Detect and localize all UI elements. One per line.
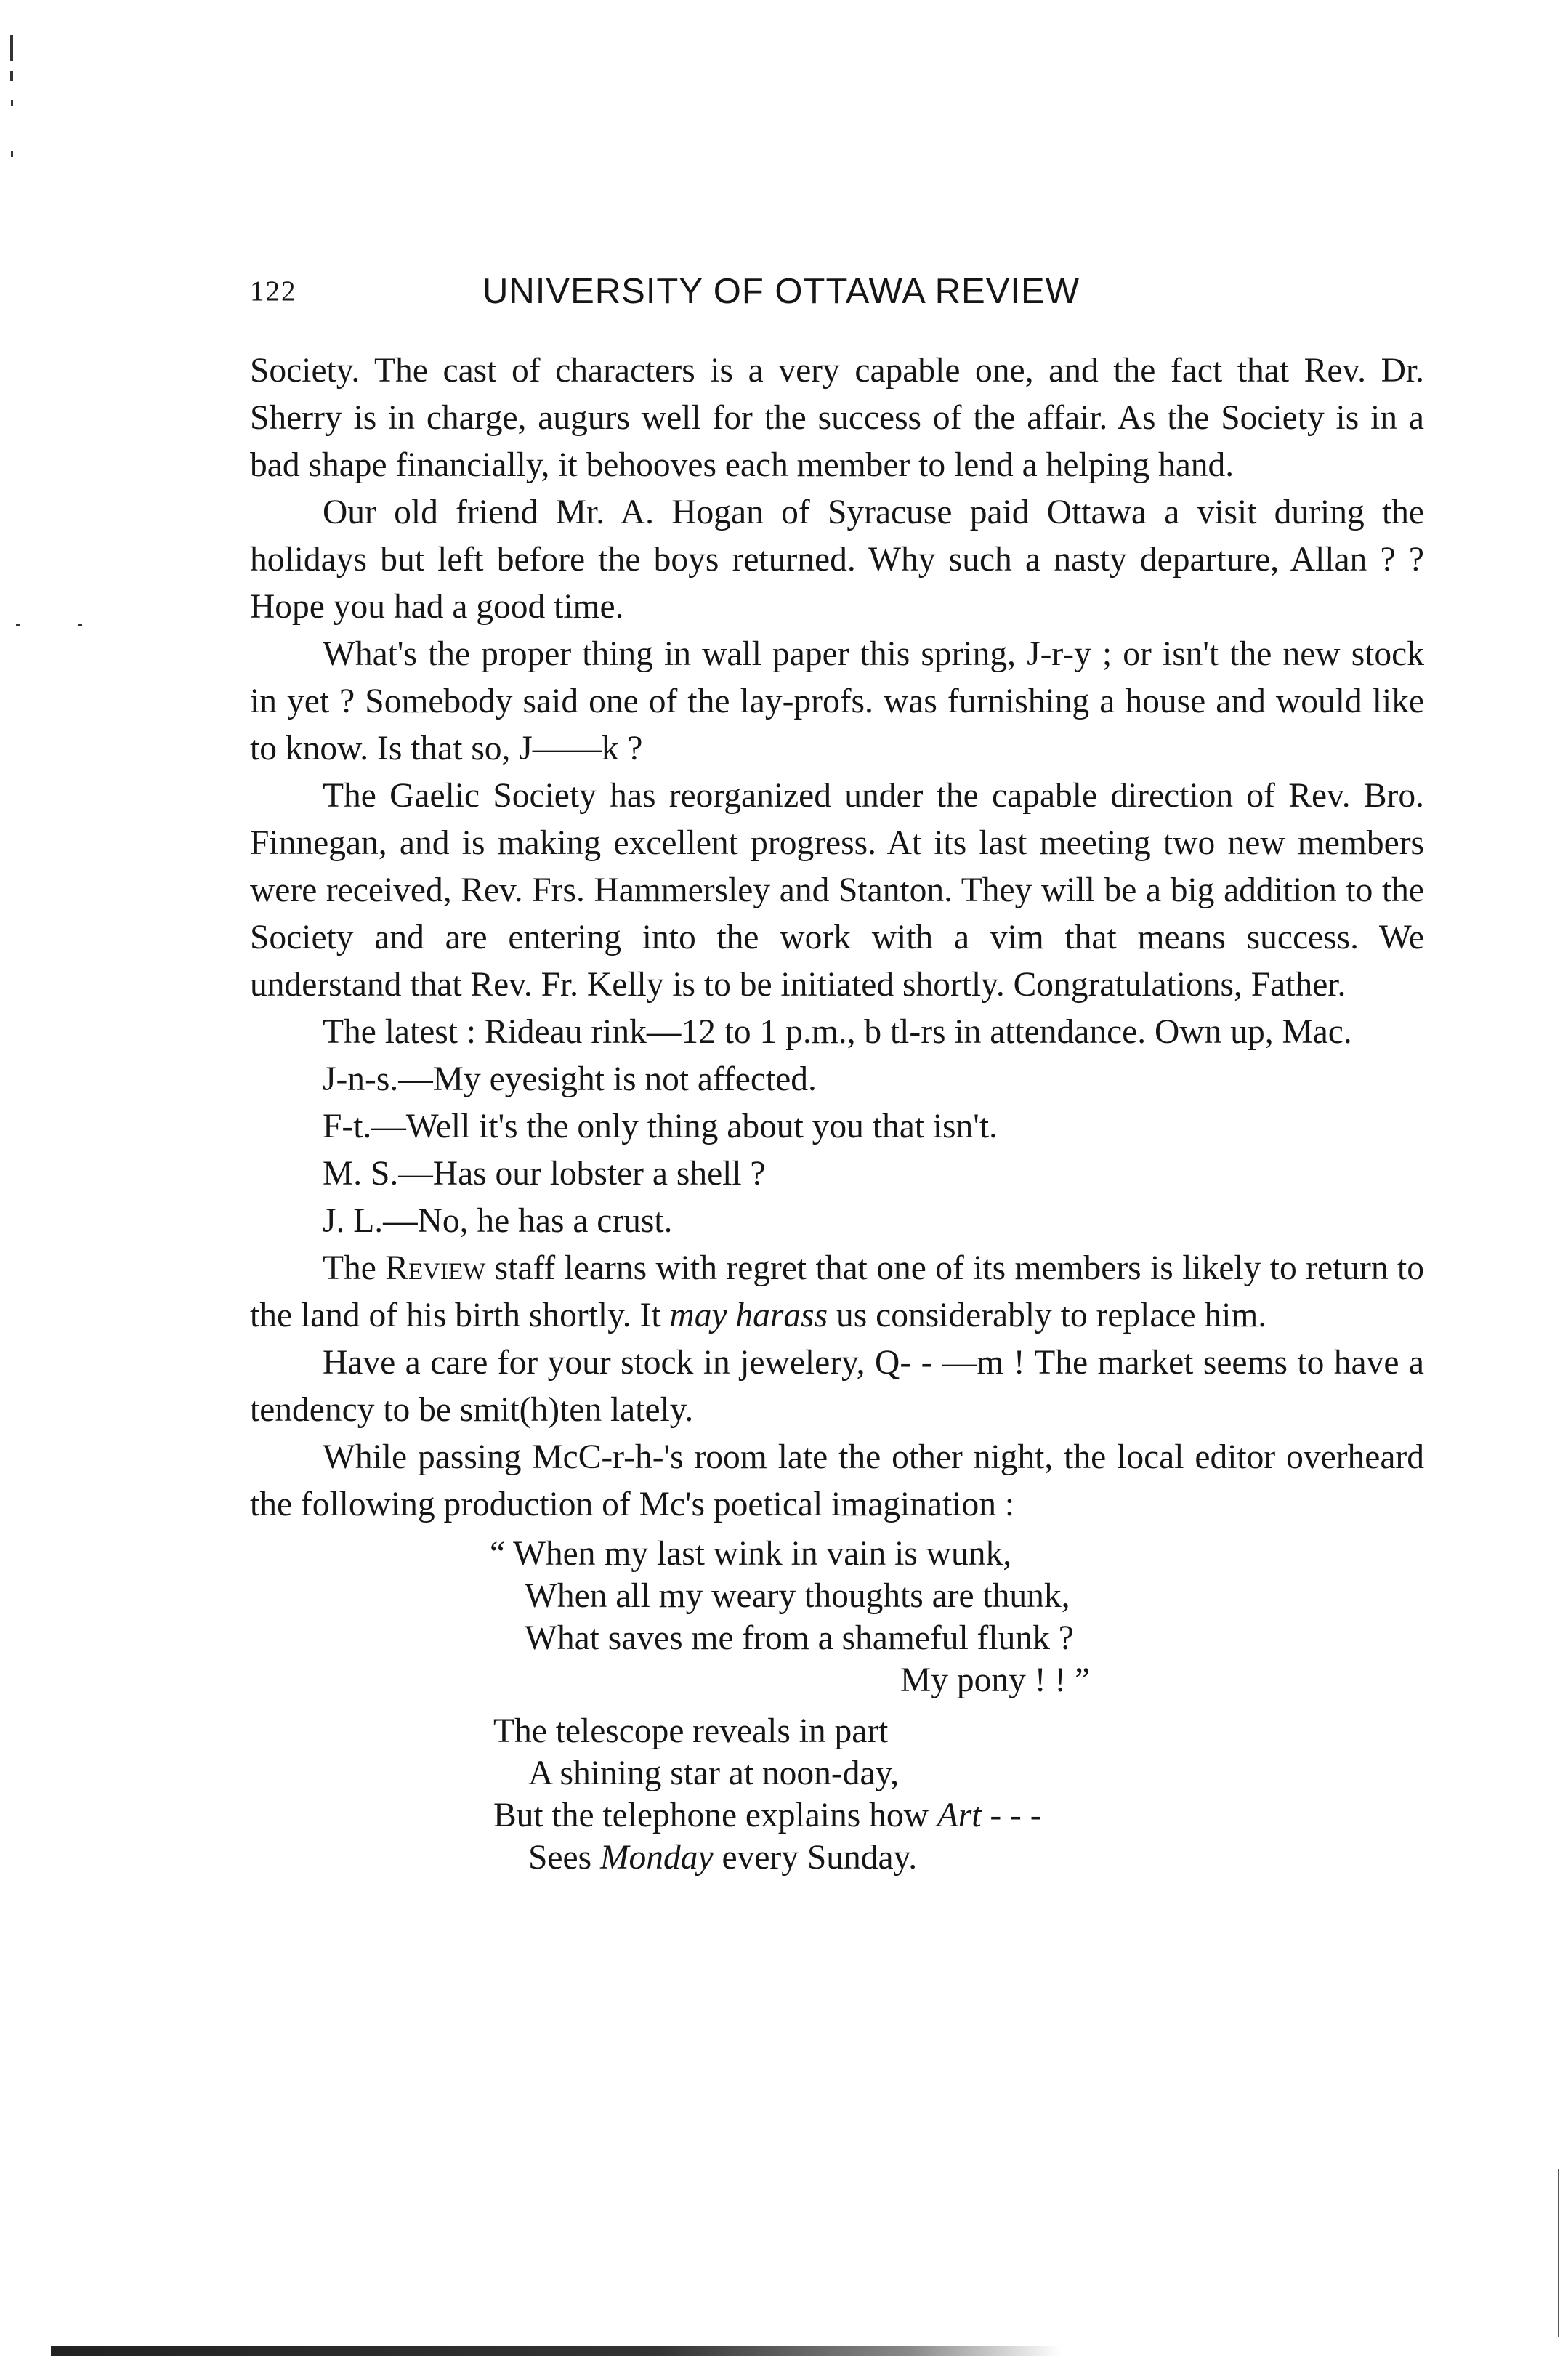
text-run: The	[323, 1249, 386, 1287]
scan-edge-mark	[1558, 2169, 1559, 2337]
text-run: Sees	[528, 1839, 600, 1877]
page-number: 122	[250, 275, 297, 307]
poem-telescope	[493, 1710, 1424, 1879]
paragraph-jewelery: Have a care for your stock in jewelery, Q- - —m ! The market seems to have a tendency to be smit(h)ten lately.	[250, 1344, 1424, 1429]
page-header	[250, 266, 1424, 317]
paragraph-review-staff	[250, 1245, 1424, 1339]
poem-line: My pony ! ! ”	[900, 1661, 1091, 1699]
scan-edge-mark	[16, 624, 20, 626]
italic-word: Monday	[599, 1839, 714, 1877]
text-run: us considerably to replace him.	[828, 1297, 1267, 1334]
poem-line: When all my weary thoughts are thunk,	[525, 1577, 1070, 1615]
poem-pony	[490, 1533, 1424, 1701]
poem-line: “ When my last wink in vain is wunk,	[490, 1535, 1012, 1573]
paragraph-hogan-visit: Our old friend Mr. A. Hogan of Syracuse paid Ottawa a visit during the holidays but left before the boys returned. Why such a nasty departure, Allan ? ? Hope you had a good time.	[250, 493, 1424, 626]
scan-edge-mark	[11, 100, 13, 106]
scan-bottom-rule	[51, 2346, 1061, 2356]
dialogue-line: J. L.—No, he has a crust.	[323, 1202, 673, 1240]
paragraph-poetical-imagination: While passing McC-r-h-'s room late the other night, the local editor overheard the following production of Mc's poetical imagination :	[250, 1438, 1424, 1523]
poem-line: What saves me from a shameful flunk ?	[525, 1619, 1074, 1657]
poem-line	[493, 1794, 1424, 1837]
paragraph-society-cast: Society. The cast of characters is a very capable one, and the fact that Rev. Dr. Sherry is in charge, augurs well for the success of the affair. As the Society is in a bad shape financially, it behooves each member to lend a helping hand.	[250, 352, 1424, 484]
text-run: every Sunday.	[713, 1839, 918, 1877]
text-run: staff learns with regret that one of its members is likely to return to the land of his birth shortly. It	[250, 1249, 1424, 1334]
text-run: But the telephone explains how	[493, 1797, 937, 1834]
article-body	[250, 347, 1424, 1879]
text-run: - - -	[981, 1797, 1042, 1834]
scan-edge-mark	[11, 151, 13, 157]
poem-line: The telescope reveals in part	[493, 1712, 889, 1750]
scan-edge-mark	[10, 35, 13, 61]
scan-edge-mark	[78, 624, 82, 626]
paragraph-gaelic-society: The Gaelic Society has reorganized under the capable direction of Rev. Bro. Finnegan, and is making excellent progress. At its last meeting two new members were received, Rev. Frs. Hammersley and Stanton. They will be a big addition to the Society and are entering into the work with a vim that means success. We understand that Rev. Fr. Kelly is to be initiated shortly. Congratulations, Father.	[250, 777, 1424, 1004]
scan-edge-mark	[10, 71, 13, 81]
running-title: UNIVERSITY OF OTTAWA REVIEW	[482, 272, 1080, 311]
italic-phrase: may harass	[669, 1297, 828, 1334]
dialogue-line: M. S.—Has our lobster a shell ?	[323, 1155, 766, 1193]
dialogue-line: J-n-s.—My eyesight is not affected.	[323, 1060, 817, 1098]
paragraph-rideau-rink: The latest : Rideau rink—12 to 1 p.m., b tl-rs in attendance. Own up, Mac.	[323, 1013, 1352, 1051]
dialogue-line: F-t.—Well it's the only thing about you that isn't.	[323, 1108, 998, 1145]
poem-line: A shining star at noon-day,	[528, 1754, 900, 1792]
italic-word: Art	[937, 1797, 982, 1834]
paragraph-wall-paper: What's the proper thing in wall paper this spring, J-r-y ; or isn't the new stock in yet ? Somebody said one of the lay-profs. was furnishing a house and would like to know. Is that so, J——k ?	[250, 635, 1424, 767]
review-smallcaps: Review	[385, 1249, 486, 1287]
poem-line	[493, 1837, 1424, 1879]
